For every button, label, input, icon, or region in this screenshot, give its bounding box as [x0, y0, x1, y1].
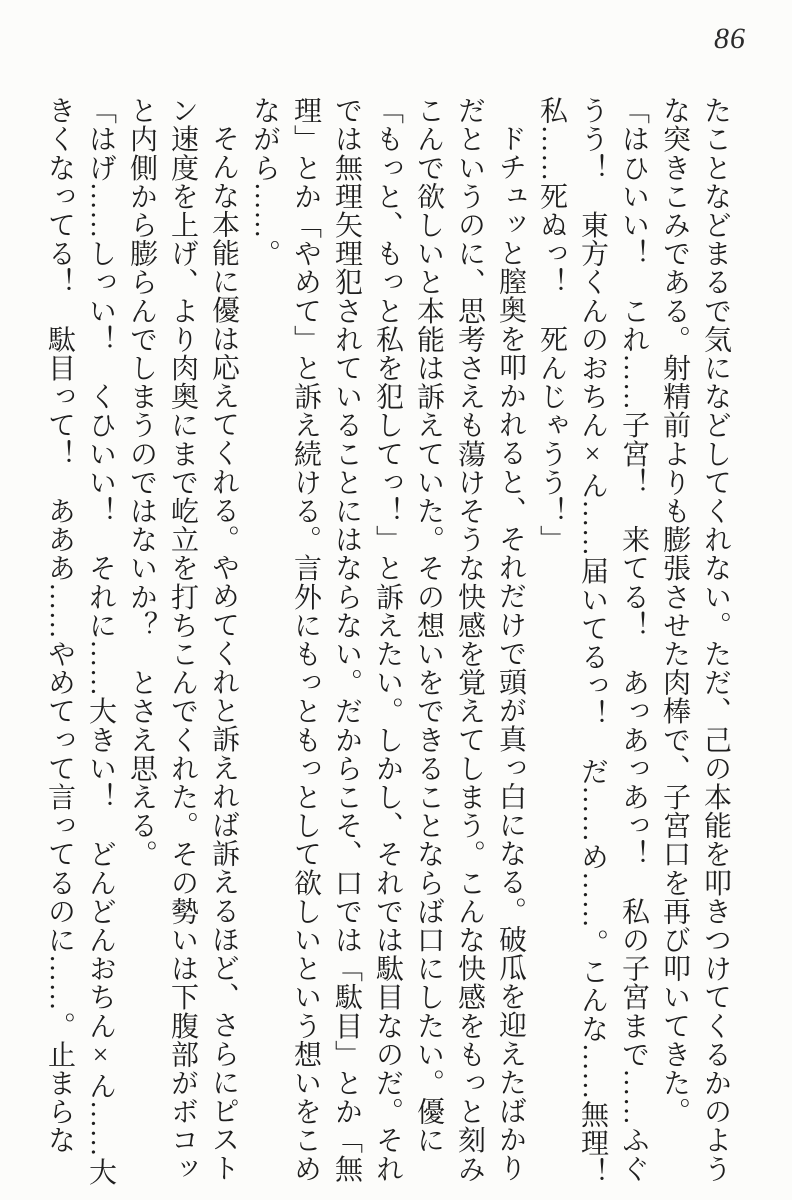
paragraph-1: たことなどまるで気になどしてくれない。ただ、己の本能を叩きつけてくるかのような突きこみである。射精前よりも膨張させた肉棒で、子宮口を再び叩いてきた。 — [659, 96, 731, 1183]
paragraph-2: 「はひいい！ これ……子宮！ 来てる！ あっあっあっ！ 私の子宮まで……ふぐうう！ 東方くんのおちん×ん……届いてるっ！ だ……め……。こんな……無理！私……死ぬっ！ 死んじゃうう！」 — [536, 96, 649, 1186]
paragraph-5: 「はげ……しっい！ くひいい！ それに……大きい！ どんどんおちん×ん……大きくなってる！ 駄目って！ あああ……やめてって言ってるのに……。止まらな — [44, 96, 116, 1186]
page-number: 86 — [714, 22, 746, 55]
paragraph-3: ドチュッと膣奥を叩かれると、それだけで頭が真っ白になる。破瓜を迎えたばかりだというのに、思考さえも蕩けそうな快感を覚えてしまう。こんな快感をもっと刻みこんで欲しいと本能は訴えていた。その想いをできることならば口にしたい。優に「もっと、もっと私を犯してっ！」と訴えたい。しかし、それでは駄目なのだ。それでは無理矢理犯されていることにはならない。だからこそ、口では「駄目」とか「無理」とか「やめて」と訴え続ける。言外にもっともっとして欲しいという想いをこめながら……。 — [249, 96, 526, 1183]
paragraph-4: そんな本能に優は応えてくれる。やめてくれと訴えれば訴えるほど、さらにピストン速度を上げ、より肉奥にまで屹立を打ちこんでくれた。その勢いは下腹部がボコッと内側から膨らんでしまうのではないか？ とさえ思える。 — [126, 96, 239, 1183]
page-text — [38, 96, 736, 1198]
